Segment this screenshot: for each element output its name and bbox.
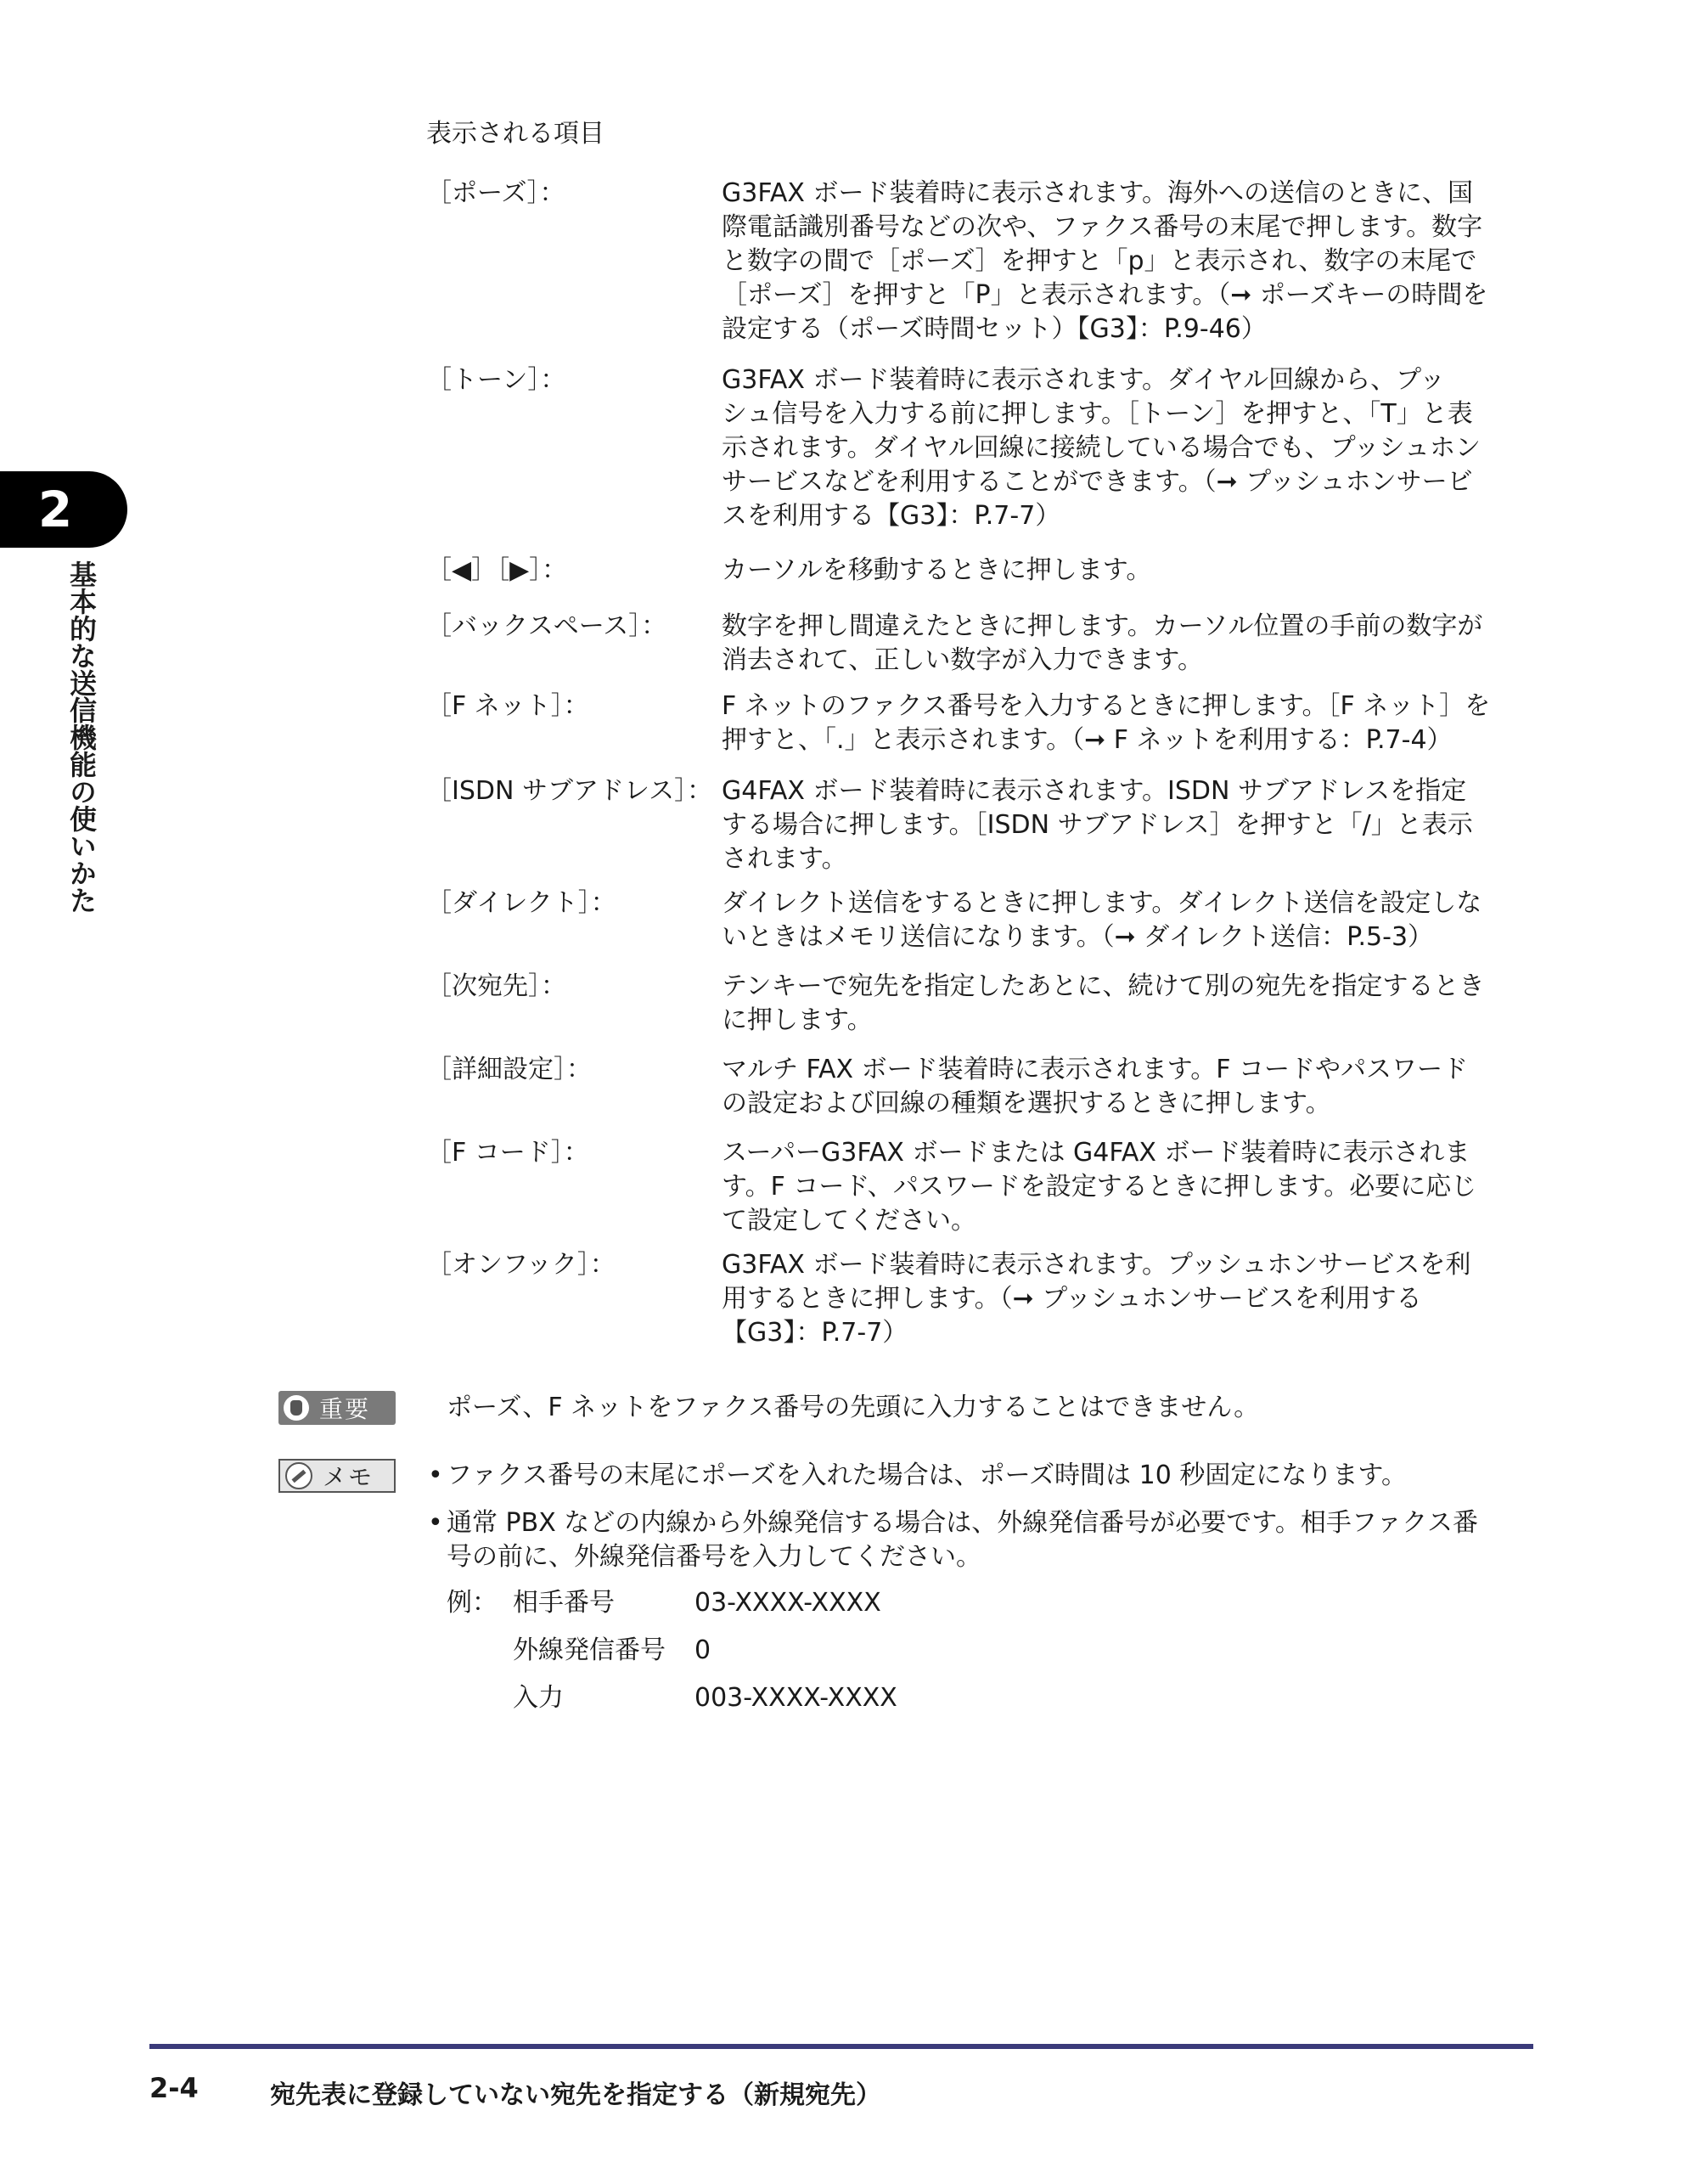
example-key: 外線発信番号 — [513, 1635, 666, 1665]
definition-description — [722, 1248, 1520, 1350]
description-line: サービスなどを利用することができます。（➞ プッシュホンサービ — [722, 467, 1473, 497]
definition-term: ［オンフック］： — [426, 1250, 616, 1280]
chapter-number: 2 — [37, 481, 73, 538]
description-line: されます。 — [722, 844, 847, 874]
memo-bullet — [428, 1459, 1523, 1493]
description-line: ダイレクト送信をするときに押します。ダイレクト送信を設定しな — [722, 888, 1482, 918]
notice-text: ポーズ、F ネットをファクス番号の先頭に入力することはできません。 — [447, 1393, 1260, 1422]
description-line: する場合に押します。［ISDN サブアドレス］を押すと「/」と表示 — [722, 810, 1473, 840]
notice-badge — [278, 1391, 396, 1425]
description-line: ［ポーズ］を押すと「P」と表示されます。（➞ ポーズキーの時間を — [722, 280, 1488, 310]
definition-description — [722, 970, 1520, 1038]
definition-term: ［ダイレクト］： — [426, 888, 616, 918]
description-line: スーパーG3FAX ボードまたは G4FAX ボード装着時に表示されま — [722, 1138, 1470, 1168]
description-line: G3FAX ボード装着時に表示されます。ダイヤル回線から、プッ — [722, 365, 1446, 395]
description-line: と数字の間で［ポーズ］を押すと「p」と表示され、数字の末尾で — [722, 246, 1477, 276]
memo-line: 号の前に、外線発信番号を入力してください。 — [447, 1542, 981, 1572]
description-line: マルチ FAX ボード装着時に表示されます。F コードやパスワード — [722, 1055, 1469, 1084]
example-value: 03-XXXX-XXXX — [694, 1588, 881, 1618]
section-heading: 表示される項目 — [426, 119, 604, 149]
notice-label: 重要 — [319, 1395, 371, 1423]
definition-term: ［トーン］： — [426, 365, 566, 395]
example-value: 003-XXXX-XXXX — [694, 1683, 897, 1713]
definition-term: ［◀］［▶］： — [426, 555, 568, 585]
description-line: 押すと、「.」と表示されます。（➞ F ネットを利用する：P.7-4） — [722, 725, 1453, 755]
definition-description — [722, 1136, 1520, 1238]
memo-label: メモ — [323, 1463, 374, 1491]
description-line: F ネットのファクス番号を入力するときに押します。［F ネット］を — [722, 691, 1491, 721]
definition-term: ［ISDN サブアドレス］： — [426, 776, 713, 806]
description-line: G4FAX ボード装着時に表示されます。ISDN サブアドレスを指定 — [722, 776, 1467, 806]
example-value: 0 — [694, 1635, 711, 1665]
definition-description — [722, 363, 1520, 533]
definition-description — [722, 774, 1520, 876]
definition-term: ［F コード］： — [426, 1138, 589, 1168]
description-line: 用するときに押します。（➞ プッシュホンサービスを利用する — [722, 1284, 1422, 1314]
description-line: 際電話識別番号などの次や、ファクス番号の末尾で押します。数字 — [722, 212, 1483, 242]
page-number: 2-4 — [149, 2072, 199, 2104]
definition-description — [722, 690, 1520, 757]
memo-bullet — [428, 1506, 1523, 1574]
definition-term: ［次宛先］： — [426, 971, 566, 1001]
example-row — [513, 1634, 711, 1668]
example-key: 入力 — [513, 1683, 564, 1713]
description-line: いときはメモリ送信になります。（➞ ダイレクト送信：P.5-3） — [722, 922, 1434, 952]
description-line: 【G3】：P.7-7） — [722, 1318, 908, 1348]
footer-title: 宛先表に登録していない宛先を指定する（新規宛先） — [270, 2080, 881, 2110]
description-line: G3FAX ボード装着時に表示されます。プッシュホンサービスを利 — [722, 1250, 1471, 1280]
description-line: に押します。 — [722, 1005, 873, 1035]
definition-description — [722, 1053, 1520, 1121]
example-prefix: 例： — [447, 1588, 498, 1618]
description-line: スを利用する【G3】：P.7-7） — [722, 501, 1061, 531]
description-line: の設定および回線の種類を選択するときに押します。 — [722, 1089, 1331, 1118]
description-line: テンキーで宛先を指定したあとに、続けて別の宛先を指定するとき — [722, 971, 1485, 1001]
memo-badge — [278, 1459, 396, 1493]
description-line: て設定してください。 — [722, 1206, 976, 1236]
description-line: 示されます。ダイヤル回線に接続している場合でも、プッシュホン — [722, 433, 1481, 463]
definition-description — [722, 887, 1520, 954]
example-row — [513, 1681, 897, 1715]
description-line: 数字を押し間違えたときに押します。カーソル位置の手前の数字が — [722, 611, 1483, 641]
description-line: す。F コード、パスワードを設定するときに押します。必要に応じ — [722, 1172, 1477, 1202]
hand-stop-icon — [284, 1395, 309, 1421]
description-line: シュ信号を入力する前に押します。［トーン］を押すと、「T」と表 — [722, 399, 1473, 429]
definition-term: ［ポーズ］： — [426, 178, 565, 208]
description-line: 設定する（ポーズ時間セット）【G3】：P.9-46） — [722, 314, 1267, 344]
definition-description — [722, 177, 1520, 346]
memo-line: 通常 PBX などの内線から外線発信する場合は、外線発信番号が必要です。相手ファクス番 — [447, 1508, 1478, 1538]
chapter-title: 基本的な送信機能の使いかた — [65, 560, 98, 914]
example-row — [513, 1586, 881, 1620]
definition-description — [722, 610, 1520, 678]
definition-term: ［詳細設定］： — [426, 1055, 592, 1084]
definition-description — [722, 554, 1520, 588]
bullet-dot: • — [428, 1461, 443, 1490]
footer-rule — [149, 2044, 1533, 2049]
memo-line: ファクス番号の末尾にポーズを入れた場合は、ポーズ時間は 10 秒固定になります。 — [447, 1461, 1407, 1490]
example-key: 相手番号 — [513, 1588, 615, 1618]
description-line: カーソルを移動するときに押します。 — [722, 555, 1152, 585]
description-line: 消去されて、正しい数字が入力できます。 — [722, 645, 1203, 675]
definition-term: ［F ネット］： — [426, 691, 589, 721]
definition-term: ［バックスペース］： — [426, 611, 667, 641]
pencil-icon — [285, 1462, 312, 1489]
description-line: G3FAX ボード装着時に表示されます。海外への送信のときに、国 — [722, 178, 1474, 208]
bullet-dot: • — [428, 1508, 443, 1538]
